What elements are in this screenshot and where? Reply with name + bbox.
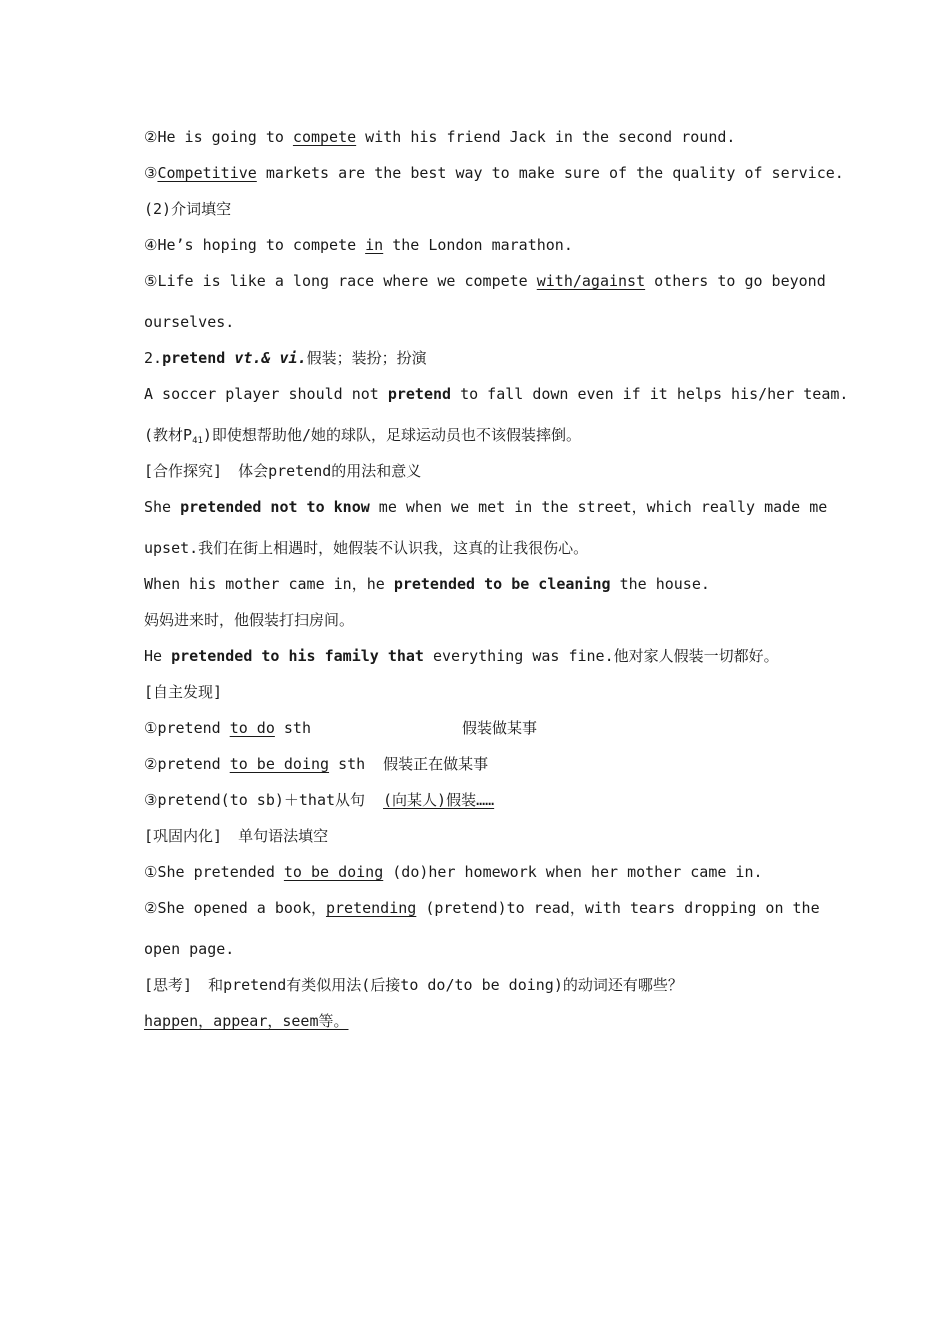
answer-blank: to be doing: [229, 755, 330, 773]
exercise-1: ①She pretended to be doing (do)her homework when her mother came in.: [144, 863, 763, 881]
exercise-2: ②She opened a book，pretending (pretend)to read，with tears dropping on the: [144, 899, 820, 917]
answer-blank: in: [365, 236, 384, 254]
answer-blank: pretending: [325, 899, 417, 917]
thinking-question: [思考] 和pretend有类似用法(后接to do/to be doing)的动词还有哪些？: [144, 976, 683, 994]
pattern-3: ③pretend(to sb)＋that从句 (向某人)假装……: [144, 791, 495, 809]
answer-blank: to do: [229, 719, 275, 737]
example-compete-2: ②He is going to compete with his friend Jack in the second round.: [144, 128, 736, 146]
consolidation-heading: [巩固内化] 单句语法填空: [144, 827, 329, 845]
answer-blank: with/against: [536, 272, 646, 290]
answer-blank: to be doing: [283, 863, 384, 881]
answer-blank: Competitive: [157, 164, 257, 182]
example-pretend-2: When his mother came in，he pretended to be cleaning the house.: [144, 575, 710, 593]
example-pretend-3: He pretended to his family that everything was fine.他对家人假装一切都好。: [144, 647, 779, 665]
textbook-sentence: A soccer player should not pretend to fall down even if it helps his/her team.: [144, 385, 849, 403]
answer-blank: (向某人)假装……: [383, 791, 495, 809]
section-heading-prepositions: (2)介词填空: [144, 200, 232, 218]
vocab-heading-pretend: 2.pretend vt.& vi.假装；装扮；扮演: [144, 349, 427, 367]
self-discovery-heading: [自主发现]: [144, 683, 223, 701]
pattern-2: ②pretend to be doing sth 假装正在做某事: [144, 755, 489, 773]
example-compete-5: ⑤Life is like a long race where we compete with/against others to go beyond: [144, 272, 826, 290]
exercise-2-cont: open page.: [144, 940, 235, 958]
thinking-answer: happen，appear，seem等。: [144, 1012, 349, 1030]
example-compete-4: ④He’s hoping to compete in the London marathon.: [144, 236, 573, 254]
pattern-meaning: 假装正在做某事: [383, 755, 489, 773]
answer-blank: compete: [292, 128, 357, 146]
example-compete-3: ③Competitive markets are the best way to make sure of the quality of service.: [144, 164, 844, 182]
example-pretend-2-translation: 妈妈进来时，他假装打扫房间。: [144, 611, 355, 629]
cooperative-inquiry-heading: [合作探究] 体会pretend的用法和意义: [144, 462, 422, 480]
example-compete-5-cont: ourselves.: [144, 313, 235, 331]
textbook-translation: (教材$P_{41}$)即使想帮助他/她的球队，足球运动员也不该假装摔倒。: [144, 426, 581, 446]
pattern-meaning: 假装做某事: [462, 719, 538, 737]
pattern-1: ①pretend to do sth 假装做某事: [144, 719, 538, 737]
example-pretend-1: She pretended not to know me when we met in the street，which really made me: [144, 498, 828, 516]
example-pretend-1-cont: upset.我们在街上相遇时，她假装不认识我，这真的让我很伤心。: [144, 539, 589, 557]
